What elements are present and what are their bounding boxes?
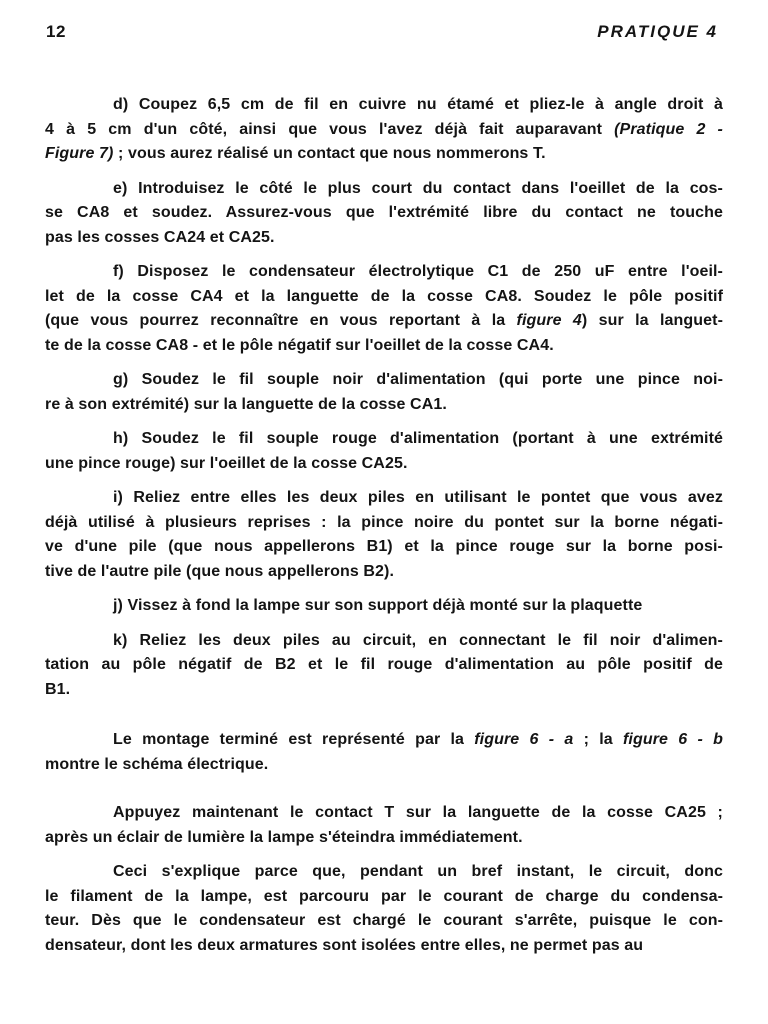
text-run: après un éclair de lumière la lampe s'éteindra immédiatement. (45, 828, 523, 846)
italic-reference: Figure 7) (45, 145, 114, 162)
text-run: let de la cosse CA4 et la languette de la cosse CA8. Soudez le pôle positif (45, 287, 723, 305)
text-run: j) Vissez à fond la lampe sur son support déjà monté sur la plaquette (113, 597, 643, 614)
running-head: PRATIQUE 4 (597, 22, 718, 41)
text-line (45, 142, 723, 167)
text-line (45, 753, 723, 778)
text-run: tive de l'autre pile (que nous appellerons B2). (45, 562, 395, 580)
text-run: k) Reliez les deux piles au circuit, en connectant le fil noir d'alimen- (113, 631, 723, 649)
text-run: tation au pôle négatif de B2 et le fil rouge d'alimentation au pôle positif de (45, 656, 723, 673)
paragraph-k (45, 629, 723, 703)
text-run: se CA8 et soudez. Assurez-vous que l'extrémité libre du contact ne touche (45, 204, 723, 221)
text-line (45, 368, 723, 393)
text-run: Le montage terminé est représenté par la (113, 731, 475, 748)
text-line (45, 678, 723, 703)
text-line (45, 452, 723, 477)
text-line (45, 486, 723, 511)
text-line (45, 309, 723, 334)
paragraph-appuyez (45, 801, 723, 850)
body-text (45, 93, 723, 958)
text-line (45, 93, 723, 118)
text-run: g) Soudez le fil souple noir d'alimentation (qui porte une pince noi- (113, 371, 723, 388)
text-run: ) sur la languet- (581, 312, 724, 329)
text-line (45, 427, 723, 452)
text-run: le filament de la lampe, est parcouru par le courant de charge du condensa- (45, 887, 723, 905)
paragraph-montage (45, 728, 723, 777)
paragraph-e (45, 177, 723, 251)
text-line (45, 801, 723, 826)
text-run: déjà utilisé à plusieurs reprises : la pince noire du pontet sur la borne négati- (45, 513, 723, 531)
text-line (45, 934, 723, 959)
text-run: d) Coupez 6,5 cm de fil en cuivre nu étamé et pliez-le à angle droit à (113, 96, 723, 113)
text-run: montre le schéma électrique. (45, 755, 269, 773)
italic-reference: figure 6 - a (474, 731, 574, 748)
text-line (45, 201, 723, 226)
text-run: f) Disposez le condensateur électrolytique C1 de 250 uF entre l'oeil- (113, 263, 723, 280)
text-line (45, 118, 723, 143)
text-run: re à son extrémité) sur la languette de la cosse CA1. (45, 395, 447, 413)
text-line (45, 560, 723, 585)
text-run: Ceci s'explique parce que, pendant un bref instant, le circuit, donc (113, 863, 723, 880)
text-run: e) Introduisez le côté le plus court du contact dans l'oeillet de la cos- (113, 179, 723, 197)
italic-reference: (Pratique 2 - (614, 120, 723, 138)
paragraph-h (45, 427, 723, 476)
paragraph-ceci (45, 860, 723, 958)
text-line (45, 177, 723, 202)
text-run: teur. Dès que le condensateur est chargé le courant s'arrête, puisque le con- (45, 912, 723, 929)
text-line (45, 535, 723, 560)
text-line (45, 260, 723, 285)
text-run: te de la cosse CA8 - et le pôle négatif sur l'oeillet de la cosse CA4. (45, 336, 554, 354)
text-line (45, 594, 723, 619)
paragraph-d (45, 93, 723, 167)
text-line (45, 728, 723, 753)
text-run: (que vous pourrez reconnaître en vous reportant à la (45, 312, 517, 329)
text-run: i) Reliez entre elles les deux piles en utilisant le pontet que vous avez (113, 489, 723, 506)
paragraph-i (45, 486, 723, 584)
text-run: 4 à 5 cm d'un côté, ainsi que vous l'avez déjà fait auparavant (45, 120, 615, 138)
text-line (45, 885, 723, 910)
text-run: pas les cosses CA24 et CA25. (45, 228, 275, 246)
italic-reference: figure 6 - b (623, 731, 723, 748)
text-run: ; la (573, 731, 623, 748)
text-line (45, 226, 723, 251)
paragraph-g (45, 368, 723, 417)
text-line (45, 909, 723, 934)
italic-reference: figure 4 (516, 312, 582, 329)
text-run: h) Soudez le fil souple rouge d'alimentation (portant à une extrémité (113, 430, 723, 447)
text-run: B1. (45, 680, 71, 698)
text-line (45, 285, 723, 310)
text-run: Appuyez maintenant le contact T sur la languette de la cosse CA25 ; (113, 804, 723, 821)
text-line (45, 334, 723, 359)
text-run: ; vous aurez réalisé un contact que nous nommerons T. (113, 145, 546, 162)
text-line (45, 826, 723, 851)
text-line (45, 629, 723, 654)
text-line (45, 511, 723, 536)
text-line (45, 393, 723, 418)
text-line (45, 860, 723, 885)
text-run: une pince rouge) sur l'oeillet de la cosse CA25. (45, 454, 408, 472)
paragraph-j (45, 594, 723, 619)
paragraph-f (45, 260, 723, 358)
text-run: ve d'une pile (que nous appellerons B1) et la pince rouge sur la borne posi- (45, 538, 723, 555)
text-line (45, 653, 723, 678)
text-run: densateur, dont les deux armatures sont isolées entre elles, ne permet pas au (45, 936, 644, 954)
page-number: 12 (46, 22, 66, 41)
